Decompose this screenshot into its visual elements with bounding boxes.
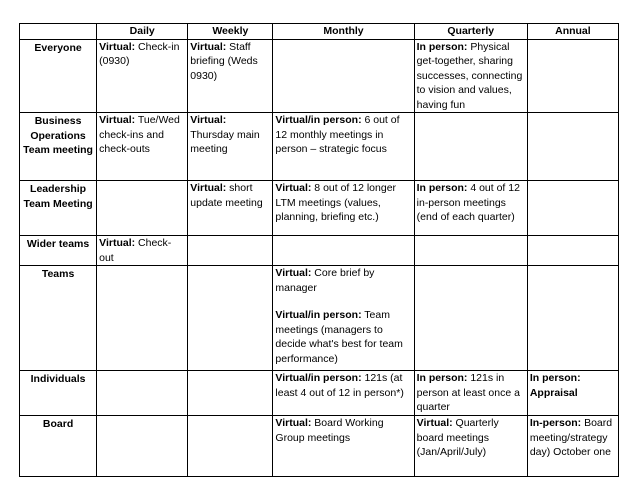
cell-daily [97, 236, 188, 266]
cell-text: Check-in (0930) [99, 40, 180, 67]
cell-quarterly [414, 113, 527, 181]
cell-text: 6 out of 12 monthly meetings in person – strategic focus [275, 114, 400, 155]
row-label: Business Operations Team meeting [20, 113, 97, 181]
cell-weekly [188, 266, 273, 371]
row-label: Board [20, 416, 97, 477]
cell-lead: Virtual/in person: [275, 372, 362, 384]
cell-annual [527, 371, 618, 416]
cell-lead-secondary: Appraisal [529, 386, 578, 399]
cell-annual [527, 416, 618, 477]
cell-text: Thursday main meeting [190, 128, 260, 155]
cell-lead: Virtual: [190, 40, 227, 53]
table-row [20, 113, 619, 181]
cell-text: 8 out of 12 longer LTM meetings (values, planning, briefing etc.) [275, 182, 397, 223]
cell-lead: Virtual: [99, 40, 136, 53]
cell-quarterly [414, 181, 527, 236]
cell-daily [97, 39, 188, 113]
cell-text: Core brief by manager [275, 267, 375, 294]
table-row [20, 39, 619, 113]
cell-lead: In person: [529, 372, 581, 384]
cell-lead: Virtual: [275, 267, 312, 279]
cell-monthly [273, 113, 414, 181]
table-row [20, 416, 619, 477]
cell-lead: Virtual/in person: [275, 114, 362, 126]
cell-daily [97, 371, 188, 416]
header-quarterly: Quarterly [414, 24, 527, 40]
cell-text: Tue/Wed check-ins and check-outs [99, 114, 180, 155]
header-annual: Annual [527, 24, 618, 40]
cell-lead: In person: [416, 182, 468, 194]
cell-text-secondary: Team meetings (managers to decide what's best for team performance) [275, 309, 403, 365]
cell-lead: Virtual: [99, 237, 136, 249]
cell-lead: Virtual: [416, 417, 453, 429]
cell-daily [97, 181, 188, 236]
cell-monthly [273, 236, 414, 266]
cell-quarterly [414, 266, 527, 371]
cell-text: 121s (at least 4 out of 12 in person*) [275, 372, 404, 399]
cell-monthly [273, 181, 414, 236]
row-label: Leadership Team Meeting [20, 181, 97, 236]
cell-text: Staff briefing (Weds 0930) [190, 40, 258, 82]
cell-weekly [188, 113, 273, 181]
row-label: Wider teams [20, 236, 97, 266]
cell-text: 121s in person at least once a quarter [416, 372, 520, 413]
cell-quarterly [414, 39, 527, 113]
cell-daily [97, 416, 188, 477]
header-row [20, 24, 619, 40]
cell-lead: Virtual: [190, 182, 227, 194]
cell-daily [97, 266, 188, 371]
row-label: Individuals [20, 371, 97, 416]
cell-quarterly [414, 236, 527, 266]
cell-annual [527, 39, 618, 113]
cell-text: Board Working Group meetings [275, 417, 384, 444]
cell-lead: Virtual: [99, 114, 136, 126]
cell-lead: In person: [416, 40, 468, 53]
cell-text: Physical get-together, sharing successes, connecting to vision and values, having fun [416, 40, 523, 111]
cell-text: Check-out [99, 237, 172, 264]
cell-monthly [273, 266, 414, 371]
cell-monthly [273, 416, 414, 477]
cell-quarterly [414, 371, 527, 416]
cell-weekly [188, 371, 273, 416]
cell-text: short update meeting [190, 182, 263, 209]
cell-quarterly [414, 416, 527, 477]
header-corner [20, 24, 97, 40]
header-monthly: Monthly [273, 24, 414, 40]
table-row [20, 371, 619, 416]
cell-lead-secondary: Virtual/in person: [275, 309, 362, 321]
cell-weekly [188, 39, 273, 113]
cell-lead: In-person: [529, 417, 582, 429]
cell-weekly [188, 181, 273, 236]
cell-daily [97, 113, 188, 181]
cell-annual [527, 266, 618, 371]
table-row [20, 266, 619, 371]
cell-text: 4 out of 12 in-person meetings (end of each quarter) [416, 182, 520, 223]
row-label: Teams [20, 266, 97, 371]
cell-lead: Virtual: [190, 114, 227, 126]
cell-annual [527, 236, 618, 266]
cell-weekly [188, 416, 273, 477]
header-weekly: Weekly [188, 24, 273, 40]
table-row [20, 181, 619, 236]
cell-text: Quarterly board meetings (Jan/April/July) [416, 417, 499, 458]
cell-monthly [273, 39, 414, 113]
cell-monthly [273, 371, 414, 416]
cell-lead: In person: [416, 372, 468, 384]
meeting-schedule-table [19, 23, 619, 477]
cell-lead: Virtual: [275, 182, 312, 194]
cell-annual [527, 113, 618, 181]
row-label: Everyone [20, 39, 97, 113]
cell-weekly [188, 236, 273, 266]
cell-text: Board meeting/strategy day) October one [529, 417, 613, 458]
cell-annual [527, 181, 618, 236]
cell-lead: Virtual: [275, 417, 312, 429]
header-daily: Daily [97, 24, 188, 40]
table-row [20, 236, 619, 266]
